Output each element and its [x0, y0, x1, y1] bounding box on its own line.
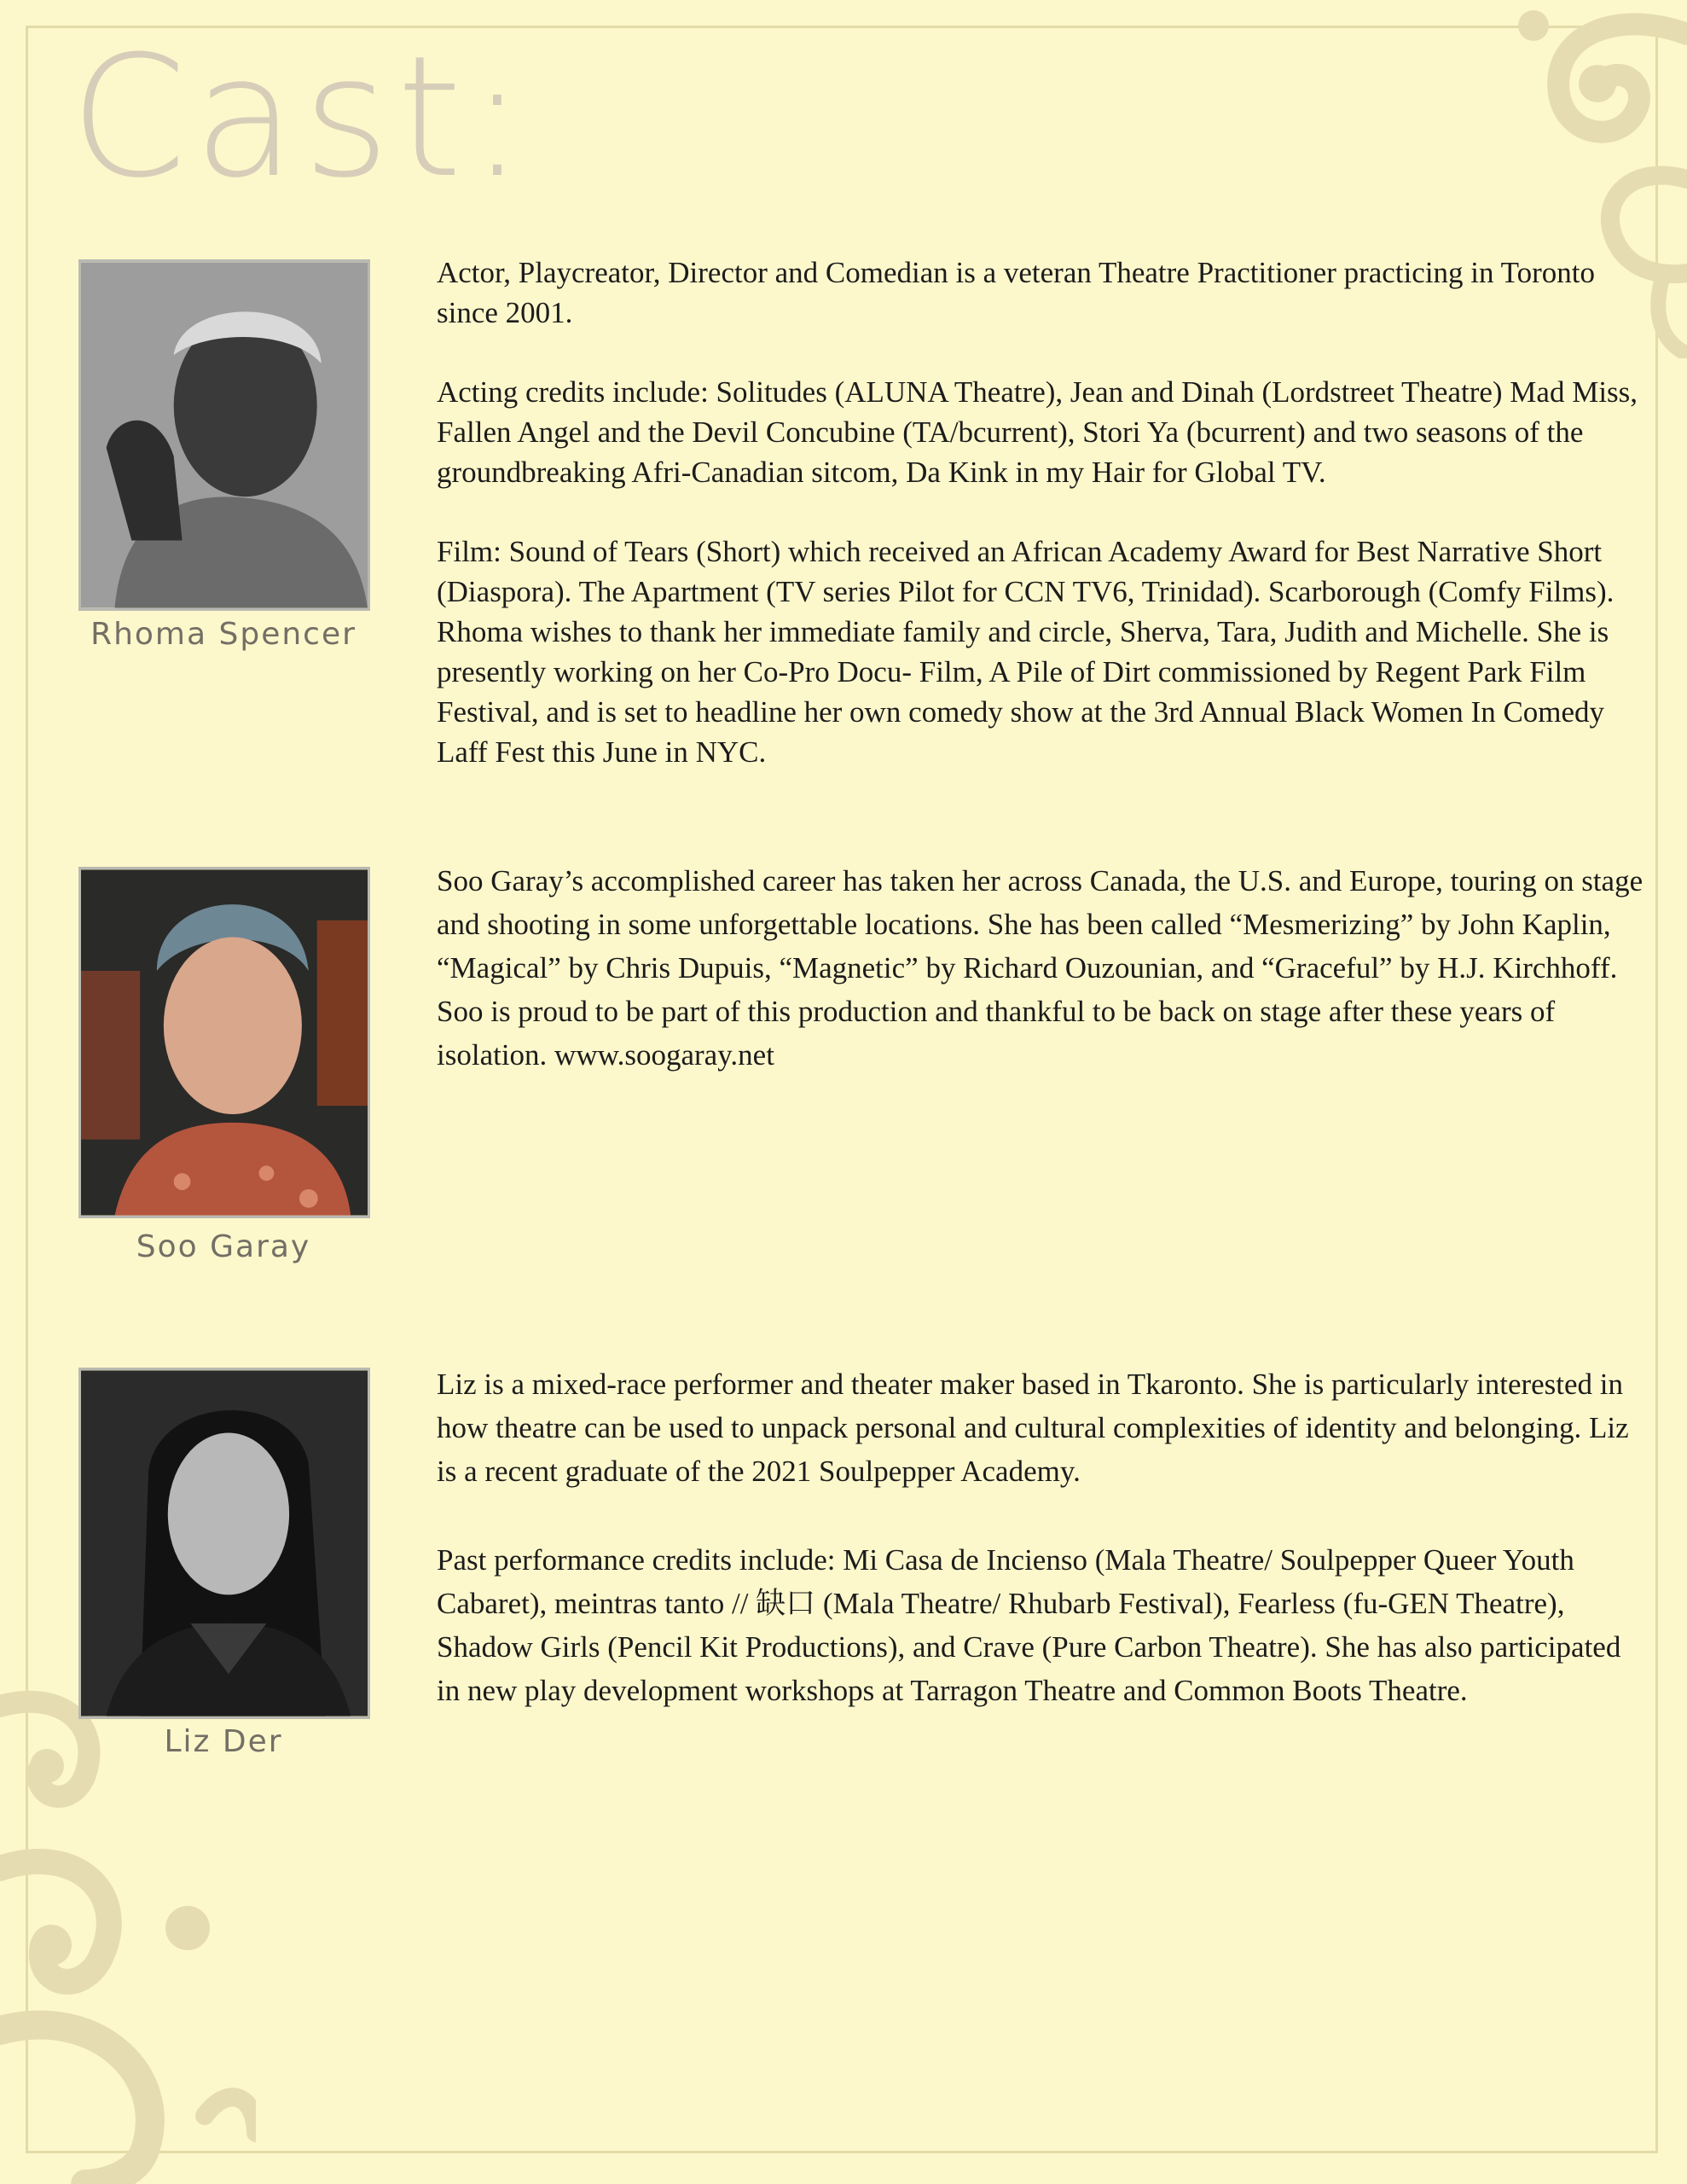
- headshot-placeholder: [81, 1370, 368, 1716]
- bio-paragraph: Soo Garay’s accomplished career has taken her across Canada, the U.S. and Europe, touring on stage and shooting in some unforgettable locations. She has been called “Mesmerizing” by John Kaplin, “Magical” by Chris Dupuis, “Magnetic” by Richard Ouzounian, and “Graceful” by H.J. Kirchhoff. Soo is proud to be part of this production and thankful to be back on stage after these years of isolation. www.soogaray.net: [437, 864, 1644, 1072]
- bio-paragraph: Actor, Playcreator, Director and Comedian is a veteran Theatre Practitioner practicing in Toronto since 2001.: [437, 256, 1595, 329]
- bio-paragraph: Past performance credits include: Mi Casa de Incienso (Mala Theatre/ Soulpepper Queer Youth Cabaret), meintras tanto // 缺口 (Mala Theatre/ Rhubarb Festival), Fearless (fu-GEN Theatre), Shadow Girls (Pencil Kit Productions), and Crave (Pure Carbon Theatre). She has also participated in new play development workshops at Tarragon Theatre and Common Boots Theatre.: [437, 1543, 1621, 1707]
- bio-paragraph: Liz is a mixed-race performer and theater maker based in Tkaronto. She is particularly interested in how theatre can be used to unpack personal and cultural complexities of identity and belonging. Liz is a recent graduate of the 2021 Soulpepper Academy.: [437, 1368, 1629, 1488]
- cast-name: Liz Der: [164, 1724, 283, 1759]
- cast-bio: [437, 253, 1648, 811]
- headshot-placeholder: [81, 869, 368, 1216]
- cast-name: Soo Garay: [136, 1229, 311, 1264]
- headshot-photo: [78, 259, 370, 611]
- cast-bio: [437, 859, 1648, 1122]
- bio-paragraph: Film: Sound of Tears (Short) which received an African Academy Award for Best Narrative Short (Diaspora). The Apartment (TV series Pilot for CCN TV6, Trinidad). Scarborough (Comfy Films). Rhoma wishes to thank her immediate family and circle, Sherva, Tara, Judith and Michelle. She is presently working on her Co-Pro Docu- Film, A Pile of Dirt commissioned by Regent Park Film Festival, and is set to headline her own comedy show at the 3rd Annual Black Women In Comedy Laff Fest this June in NYC.: [437, 535, 1615, 769]
- bio-paragraph: Acting credits include: Solitudes (ALUNA Theatre), Jean and Dinah (Lordstreet Theatre) Mad Miss, Fallen Angel and the Devil Concubine (TA/bcurrent), Stori Ya (bcurrent) and two seasons of the groundbreaking Afri-Canadian sitcom, Da Kink in my Hair for Global TV.: [437, 375, 1638, 489]
- headshot-photo: [78, 867, 370, 1218]
- headshot-photo: [78, 1368, 370, 1719]
- cast-bio: [437, 1362, 1648, 1757]
- page-title: Cast:: [70, 20, 532, 215]
- cast-name: Rhoma Spencer: [90, 617, 357, 652]
- headshot-placeholder: [81, 262, 368, 608]
